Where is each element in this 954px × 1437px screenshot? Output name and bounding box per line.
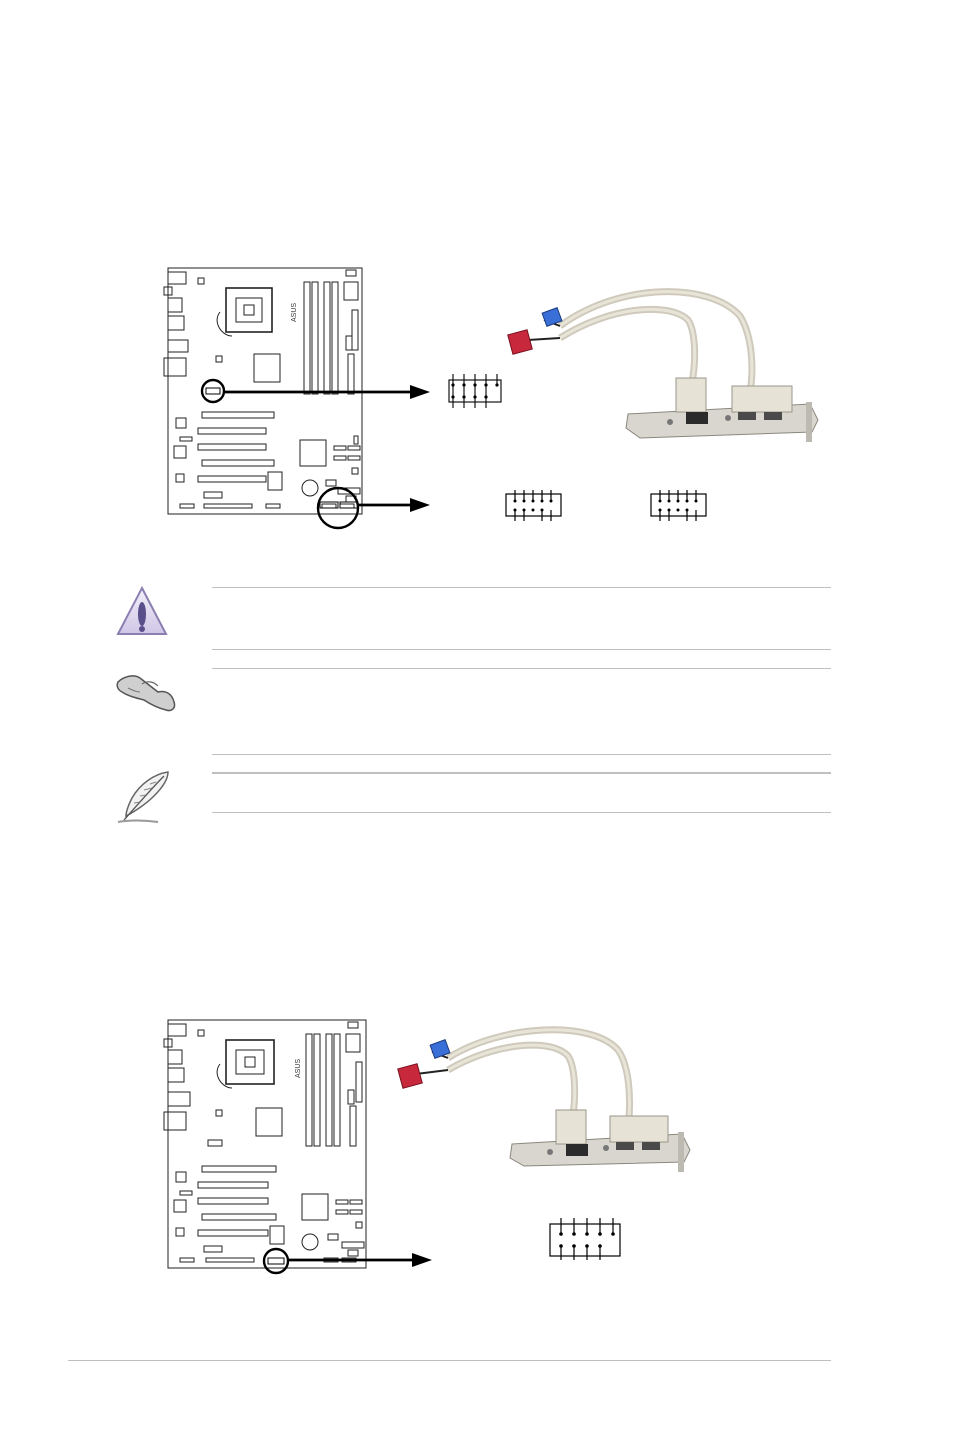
pcie-slot-3 (198, 1198, 268, 1204)
usb-bracket-cable-bottom (392, 1024, 702, 1174)
sata-4 (348, 456, 360, 460)
sata-3 (334, 456, 346, 460)
highlight-circle-1394 (202, 380, 224, 402)
pcie-slot-3 (198, 444, 266, 450)
figure-top (0, 0, 954, 560)
rear-io-4 (168, 316, 184, 330)
northbridge (256, 1108, 282, 1136)
dimm-slot-2 (312, 282, 318, 394)
northbridge (254, 354, 280, 382)
battery (302, 1234, 318, 1250)
southbridge (300, 440, 326, 466)
notice-rule-6 (212, 812, 831, 813)
sata-1 (334, 446, 346, 450)
dimm-slot-1 (306, 1034, 312, 1146)
pin-header-1394 (446, 372, 506, 412)
cpu-socket (226, 1040, 274, 1084)
pcie-slot-5 (198, 1230, 268, 1236)
footer-rule (68, 1360, 831, 1361)
dimm-slot-1 (304, 282, 310, 394)
battery (302, 480, 318, 496)
southbridge (302, 1194, 328, 1220)
notice-rule-1 (212, 587, 831, 588)
arrow-1394 (224, 382, 434, 402)
notice-rule-3 (212, 668, 831, 669)
pcie-slot-1 (202, 1166, 276, 1172)
feather-pen-icon (114, 768, 174, 826)
sata-2 (348, 446, 360, 450)
notice-rule-5 (212, 772, 831, 774)
pcie-slot-4 (202, 460, 274, 466)
pin-header-usb-1 (503, 488, 565, 524)
pin-header-usb-bottom (547, 1216, 627, 1264)
rear-io-1 (168, 272, 186, 284)
rear-io-6 (164, 358, 186, 376)
motherboard-diagram-bottom (160, 1014, 372, 1276)
warning-triangle-icon (114, 584, 170, 640)
board-logo: ASUS (295, 1058, 302, 1078)
pcie-slot-4 (202, 1214, 276, 1220)
dimm-slot-3 (324, 282, 330, 394)
figure-bottom (0, 1000, 954, 1300)
dimm-slot-3 (326, 1034, 332, 1146)
pin-header-usb-2 (648, 488, 710, 524)
board-logo: ASUS (291, 302, 298, 322)
red-plug (508, 330, 532, 354)
usb-bracket-cable-top (500, 282, 830, 442)
hand-icon (114, 668, 180, 714)
rear-io-5 (168, 340, 188, 352)
pcie-slot-2 (198, 1182, 268, 1188)
rear-io-3 (168, 298, 182, 312)
arrow-usb-bottom (288, 1250, 438, 1270)
arrow-usb (358, 495, 434, 515)
red-plug (398, 1064, 422, 1088)
dimm-slot-2 (314, 1034, 320, 1146)
pcie-slot-2 (198, 428, 266, 434)
dimm-slot-4 (332, 282, 338, 394)
notice-rule-4 (212, 754, 831, 755)
pcie-slot-5 (198, 476, 266, 482)
dimm-slot-4 (334, 1034, 340, 1146)
notice-rule-2 (212, 649, 831, 650)
cpu-socket (226, 288, 272, 332)
pcie-slot-1 (202, 412, 274, 418)
